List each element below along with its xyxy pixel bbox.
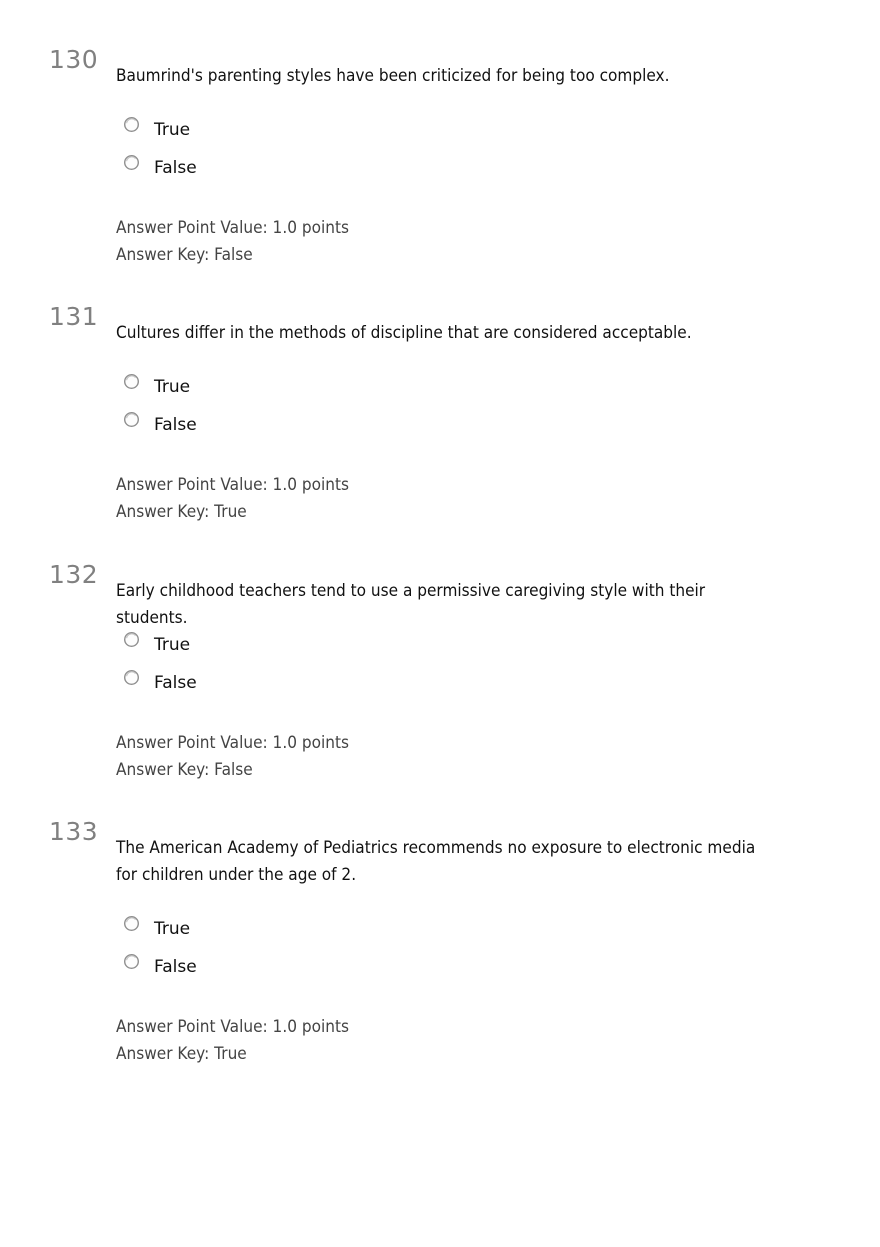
option-label: False [154,673,197,693]
option-label: False [154,158,197,178]
question-number: 130 [49,45,99,74]
radio-button-icon[interactable] [123,631,140,648]
radio-button-icon[interactable] [123,411,140,428]
answer-key: Answer Key: True [116,502,247,521]
option-label: True [154,919,191,939]
radio-button-icon[interactable] [123,953,140,970]
question-number: 132 [49,560,99,589]
option-label: True [154,635,191,655]
option-label: True [154,120,191,140]
answer-point-value: Answer Point Value: 1.0 points [116,475,349,494]
answer-key: Answer Key: True [116,1044,247,1063]
option-label: True [154,377,191,397]
answer-point-value: Answer Point Value: 1.0 points [116,733,349,752]
radio-button-icon[interactable] [123,116,140,133]
answer-point-value: Answer Point Value: 1.0 points [116,218,349,237]
answer-point-value: Answer Point Value: 1.0 points [116,1017,349,1036]
question-number: 133 [49,817,99,846]
question-number: 131 [49,302,99,331]
radio-button-icon[interactable] [123,154,140,171]
question-text: Cultures differ in the methods of discipline that are considered acceptable. [116,323,692,342]
answer-key: Answer Key: False [116,245,253,264]
question-text: Baumrind's parenting styles have been criticized for being too complex. [116,66,670,85]
answer-key: Answer Key: False [116,760,253,779]
radio-button-icon[interactable] [123,373,140,390]
question-text: Early childhood teachers tend to use a permissive caregiving style with their students. [116,581,706,627]
radio-button-icon[interactable] [123,915,140,932]
option-label: False [154,957,197,977]
option-label: False [154,415,197,435]
question-text: The American Academy of Pediatrics recommends no exposure to electronic media for children under the age of 2. [116,838,756,884]
radio-button-icon[interactable] [123,669,140,686]
